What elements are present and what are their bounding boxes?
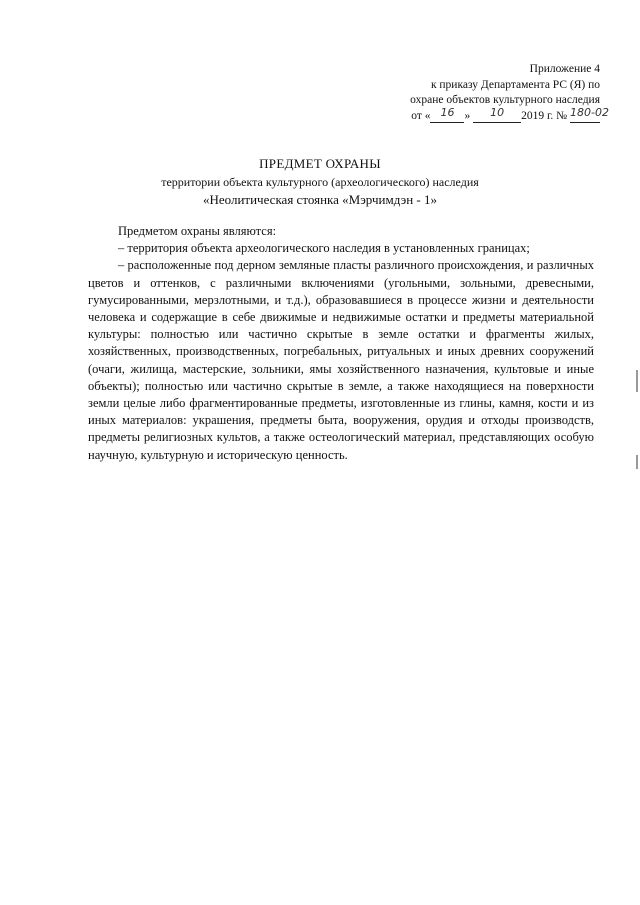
date-day-field — [430, 105, 464, 123]
document-title-block — [0, 155, 640, 209]
scan-edge-mark — [636, 455, 638, 469]
date-prefix: от « — [411, 109, 431, 122]
scan-edge-mark — [636, 370, 638, 392]
appendix-department: охране объектов культурного наследия — [410, 94, 600, 106]
date-year-number-label: 2019 г. № — [521, 109, 568, 122]
date-day-handwritten: 16 — [440, 105, 455, 119]
document-subtitle: территории объекта культурного (археологического) наследия — [161, 175, 479, 189]
body-paragraph-territory: – территория объекта археологического наследия в установленных границах; — [118, 241, 530, 256]
document-body — [88, 223, 594, 464]
date-mid: » — [464, 109, 471, 122]
appendix-label: Приложение 4 — [529, 63, 600, 75]
date-month-field — [473, 105, 521, 123]
body-paragraph-layers: – расположенные под дерном земляные пласты различного происхождения, и различных цветов и оттенков, с различными включениями (угольными, зольными, древесными, гумусированными, мерзлотными, и т.д.), образовавшиеся в процессе жизни и деятельности человека и содержащие в себе движимые и недвижимые остатки и предметы материальной культуры: полностью или частично скрытые в земле остатки и фрагменты жилых, хозяйственных, производственных, погребальных, ритуальных и иных древних сооружений (очаги, жилища, мастерские, зольники, ямы хозяйственного назначения, культовые и иные объекты); полностью или частично скрытые в земле, а также находящиеся на поверхности земли целые либо фрагментированные предметы, изготовленные из глины, камня, кости и из иных материалов: украшения, предметы быта, вооружения, орудия и отходы производств, предметы религиозных культов, а также остеологический материал, представляющих особую научную, культурную и историческую ценность. — [88, 258, 594, 462]
order-number-handwritten: 180-02 — [570, 105, 609, 119]
order-number-field — [570, 105, 609, 123]
document-title: ПРЕДМЕТ ОХРАНЫ — [259, 156, 381, 171]
appendix-date-line — [410, 105, 609, 125]
appendix-header — [410, 62, 609, 124]
body-paragraph-intro: Предметом охраны являются: — [118, 224, 277, 238]
site-name: «Неолитическая стоянка «Мэрчимдэн - 1» — [202, 192, 438, 207]
appendix-order-ref: к приказу Департамента РС (Я) по — [430, 78, 600, 91]
date-month-handwritten: 10 — [490, 105, 505, 119]
